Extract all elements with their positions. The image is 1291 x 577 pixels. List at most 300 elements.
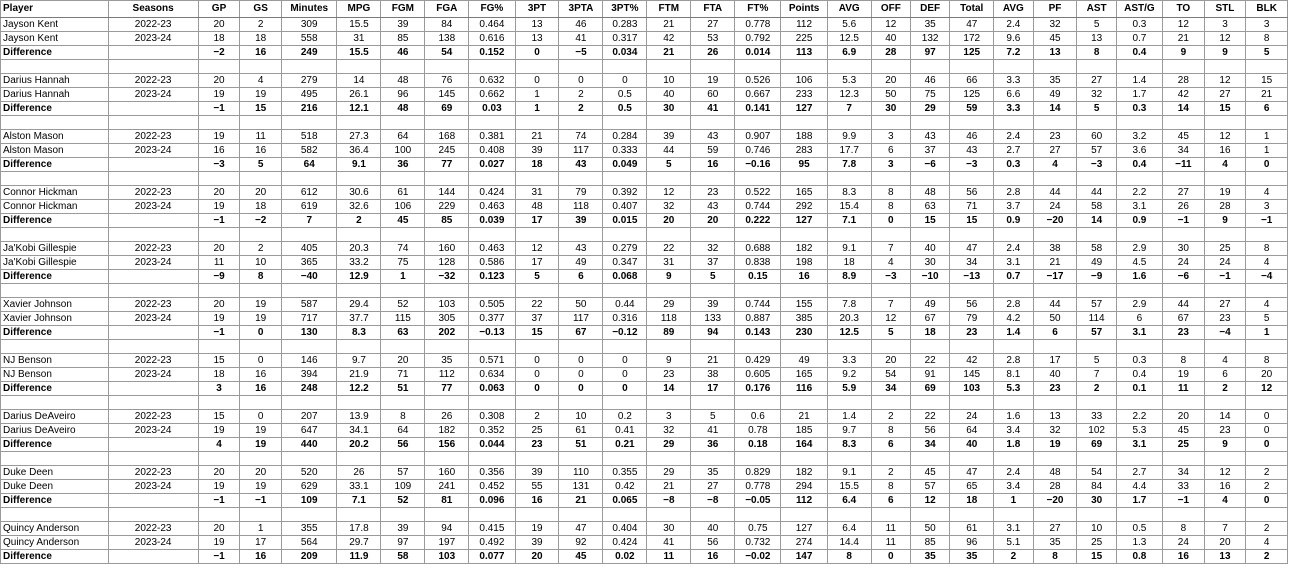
stat-cell[interactable]: 0.3: [994, 158, 1033, 172]
stat-cell[interactable]: 248: [281, 382, 337, 396]
stat-cell[interactable]: 23: [1033, 382, 1077, 396]
stat-cell[interactable]: 0: [559, 368, 603, 382]
stat-cell[interactable]: 65: [950, 480, 994, 494]
stat-cell[interactable]: 38: [1033, 242, 1077, 256]
player-cell[interactable]: Alston Mason: [1, 144, 109, 158]
stat-cell[interactable]: 5.3: [827, 74, 871, 88]
stat-cell[interactable]: 0: [515, 368, 559, 382]
stat-cell[interactable]: 1.6: [994, 410, 1033, 424]
stat-cell[interactable]: [1033, 452, 1077, 466]
stat-cell[interactable]: 0.667: [735, 88, 781, 102]
season-cell[interactable]: [108, 46, 198, 60]
stat-cell[interactable]: 48: [381, 102, 425, 116]
stat-cell[interactable]: [381, 396, 425, 410]
stat-cell[interactable]: 2: [559, 88, 603, 102]
stat-cell[interactable]: 16: [198, 144, 240, 158]
stat-cell[interactable]: 7.2: [994, 46, 1033, 60]
stat-cell[interactable]: [425, 452, 469, 466]
stat-cell[interactable]: 564: [281, 536, 337, 550]
stat-cell[interactable]: 35: [691, 466, 735, 480]
stat-cell[interactable]: [469, 508, 515, 522]
stat-cell[interactable]: 14.4: [827, 536, 871, 550]
stat-cell[interactable]: [647, 452, 691, 466]
stat-cell[interactable]: 52: [381, 494, 425, 508]
stat-cell[interactable]: 14: [1163, 102, 1205, 116]
player-cell[interactable]: Darius Hannah: [1, 88, 109, 102]
stat-cell[interactable]: 0.392: [603, 186, 647, 200]
stat-cell[interactable]: [871, 284, 910, 298]
stat-cell[interactable]: [1077, 452, 1116, 466]
stat-cell[interactable]: 37: [515, 312, 559, 326]
stat-cell[interactable]: 0.096: [469, 494, 515, 508]
player-cell[interactable]: [1, 508, 109, 522]
stat-cell[interactable]: 0: [871, 214, 910, 228]
stat-cell[interactable]: 0: [1246, 438, 1288, 452]
stat-cell[interactable]: 102: [1077, 424, 1116, 438]
stat-cell[interactable]: [1116, 340, 1162, 354]
stat-cell[interactable]: 24: [1204, 256, 1246, 270]
stat-cell[interactable]: 28: [1204, 200, 1246, 214]
stat-cell[interactable]: 14: [1077, 214, 1116, 228]
stat-cell[interactable]: −5: [559, 46, 603, 60]
stat-cell[interactable]: 3.1: [1116, 200, 1162, 214]
stat-cell[interactable]: [647, 228, 691, 242]
stat-cell[interactable]: 0: [603, 74, 647, 88]
stat-cell[interactable]: 3.1: [994, 522, 1033, 536]
stat-cell[interactable]: 225: [781, 32, 827, 46]
stat-cell[interactable]: 160: [425, 466, 469, 480]
stat-cell[interactable]: [1246, 284, 1288, 298]
stat-cell[interactable]: 0.44: [603, 298, 647, 312]
stat-cell[interactable]: [515, 508, 559, 522]
stat-cell[interactable]: −1: [1163, 214, 1205, 228]
stat-cell[interactable]: 15: [198, 410, 240, 424]
stat-cell[interactable]: 27: [1204, 88, 1246, 102]
stat-cell[interactable]: [910, 172, 949, 186]
stat-cell[interactable]: 16: [691, 550, 735, 564]
stat-cell[interactable]: [198, 452, 240, 466]
stat-cell[interactable]: 10: [240, 256, 282, 270]
stat-cell[interactable]: 0.5: [603, 88, 647, 102]
season-cell[interactable]: 2022-23: [108, 298, 198, 312]
stat-cell[interactable]: 0.049: [603, 158, 647, 172]
stat-cell[interactable]: [559, 60, 603, 74]
stat-cell[interactable]: 18: [240, 200, 282, 214]
stat-cell[interactable]: 2: [1204, 382, 1246, 396]
stat-cell[interactable]: 385: [781, 312, 827, 326]
stat-cell[interactable]: [827, 284, 871, 298]
stat-cell[interactable]: 7.1: [827, 214, 871, 228]
stat-cell[interactable]: 12: [910, 494, 949, 508]
stat-cell[interactable]: 2: [337, 214, 381, 228]
stat-cell[interactable]: [1246, 508, 1288, 522]
stat-cell[interactable]: −11: [1163, 158, 1205, 172]
stat-cell[interactable]: 21: [691, 354, 735, 368]
stat-cell[interactable]: 5: [515, 270, 559, 284]
stat-cell[interactable]: [647, 116, 691, 130]
stat-cell[interactable]: [381, 60, 425, 74]
stat-cell[interactable]: [1033, 284, 1077, 298]
stat-cell[interactable]: 0: [515, 382, 559, 396]
stat-cell[interactable]: 0.141: [735, 102, 781, 116]
stat-cell[interactable]: 28: [1163, 74, 1205, 88]
stat-cell[interactable]: 2.2: [1116, 410, 1162, 424]
stat-cell[interactable]: 4: [1246, 186, 1288, 200]
stat-cell[interactable]: [910, 452, 949, 466]
stat-cell[interactable]: 19: [240, 312, 282, 326]
stat-cell[interactable]: [871, 396, 910, 410]
stat-cell[interactable]: 5.6: [827, 18, 871, 32]
stat-cell[interactable]: 0.75: [735, 522, 781, 536]
stat-cell[interactable]: 20: [198, 186, 240, 200]
stat-cell[interactable]: [337, 508, 381, 522]
stat-cell[interactable]: [994, 452, 1033, 466]
season-cell[interactable]: 2022-23: [108, 74, 198, 88]
player-cell[interactable]: Jayson Kent: [1, 18, 109, 32]
stat-cell[interactable]: 109: [381, 480, 425, 494]
stat-cell[interactable]: [603, 340, 647, 354]
stat-cell[interactable]: 25: [1204, 242, 1246, 256]
stat-cell[interactable]: [515, 284, 559, 298]
player-cell[interactable]: Ja'Kobi Gillespie: [1, 256, 109, 270]
stat-cell[interactable]: 165: [781, 368, 827, 382]
stat-cell[interactable]: 249: [281, 46, 337, 60]
stat-cell[interactable]: 76: [425, 74, 469, 88]
stat-cell[interactable]: 5: [871, 326, 910, 340]
stat-cell[interactable]: 12.3: [827, 88, 871, 102]
stat-cell[interactable]: 45: [1163, 130, 1205, 144]
stat-cell[interactable]: 2.7: [994, 144, 1033, 158]
stat-cell[interactable]: 202: [425, 326, 469, 340]
stat-cell[interactable]: [950, 116, 994, 130]
stat-cell[interactable]: 33: [1163, 480, 1205, 494]
stat-cell[interactable]: 21: [1033, 256, 1077, 270]
stat-cell[interactable]: [871, 452, 910, 466]
stat-cell[interactable]: [647, 172, 691, 186]
stat-cell[interactable]: 8.9: [827, 270, 871, 284]
stat-cell[interactable]: 0.2: [603, 410, 647, 424]
stat-cell[interactable]: 0.522: [735, 186, 781, 200]
stat-cell[interactable]: 9.1: [827, 466, 871, 480]
stat-cell[interactable]: 22: [647, 242, 691, 256]
stat-cell[interactable]: 7.8: [827, 158, 871, 172]
stat-cell[interactable]: [337, 284, 381, 298]
stat-cell[interactable]: 16: [691, 158, 735, 172]
stat-cell[interactable]: [910, 60, 949, 74]
stat-cell[interactable]: 12: [515, 242, 559, 256]
stat-cell[interactable]: [240, 284, 282, 298]
stat-cell[interactable]: 23: [515, 438, 559, 452]
stat-cell[interactable]: 0.492: [469, 536, 515, 550]
stat-cell[interactable]: 2.9: [1116, 298, 1162, 312]
stat-cell[interactable]: [337, 452, 381, 466]
stat-cell[interactable]: 2.4: [994, 466, 1033, 480]
stat-cell[interactable]: [469, 396, 515, 410]
stat-cell[interactable]: 15.5: [827, 480, 871, 494]
stat-cell[interactable]: 103: [425, 550, 469, 564]
season-cell[interactable]: 2022-23: [108, 242, 198, 256]
stat-cell[interactable]: [691, 284, 735, 298]
stat-cell[interactable]: [735, 116, 781, 130]
stat-cell[interactable]: 146: [281, 354, 337, 368]
stat-cell[interactable]: 8: [1246, 354, 1288, 368]
stat-cell[interactable]: 18: [240, 32, 282, 46]
stat-cell[interactable]: 64: [381, 424, 425, 438]
stat-cell[interactable]: 125: [950, 46, 994, 60]
stat-cell[interactable]: [910, 284, 949, 298]
stat-cell[interactable]: 17.7: [827, 144, 871, 158]
player-cell[interactable]: Alston Mason: [1, 130, 109, 144]
stat-cell[interactable]: [1246, 340, 1288, 354]
stat-cell[interactable]: 6: [871, 494, 910, 508]
stat-cell[interactable]: 60: [691, 88, 735, 102]
stat-cell[interactable]: [469, 284, 515, 298]
stat-cell[interactable]: [827, 452, 871, 466]
stat-cell[interactable]: 17: [240, 536, 282, 550]
stat-cell[interactable]: −1: [1246, 214, 1288, 228]
stat-cell[interactable]: 8: [871, 186, 910, 200]
stat-cell[interactable]: 75: [381, 256, 425, 270]
stat-cell[interactable]: 57: [1077, 144, 1116, 158]
stat-cell[interactable]: 11: [647, 550, 691, 564]
stat-cell[interactable]: 47: [950, 242, 994, 256]
stat-cell[interactable]: 35: [1033, 74, 1077, 88]
stat-cell[interactable]: −0.16: [735, 158, 781, 172]
stat-cell[interactable]: 32: [647, 424, 691, 438]
stat-cell[interactable]: [950, 228, 994, 242]
stat-cell[interactable]: [950, 508, 994, 522]
stat-cell[interactable]: 84: [425, 18, 469, 32]
stat-cell[interactable]: [337, 340, 381, 354]
stat-cell[interactable]: [603, 508, 647, 522]
stat-cell[interactable]: −9: [1077, 270, 1116, 284]
stat-cell[interactable]: 69: [1077, 438, 1116, 452]
stat-cell[interactable]: −3: [198, 158, 240, 172]
stat-cell[interactable]: 40: [691, 522, 735, 536]
season-cell[interactable]: [108, 550, 198, 564]
stat-cell[interactable]: 16: [1163, 550, 1205, 564]
stat-cell[interactable]: 71: [381, 368, 425, 382]
stat-cell[interactable]: 20: [515, 550, 559, 564]
stat-cell[interactable]: [469, 116, 515, 130]
stat-cell[interactable]: 96: [381, 88, 425, 102]
stat-cell[interactable]: 2.4: [994, 130, 1033, 144]
stat-cell[interactable]: [827, 172, 871, 186]
season-cell[interactable]: 2023-24: [108, 424, 198, 438]
stat-cell[interactable]: 145: [950, 368, 994, 382]
stat-cell[interactable]: 0.3: [1116, 18, 1162, 32]
stat-cell[interactable]: 0.463: [469, 242, 515, 256]
stat-cell[interactable]: 127: [781, 214, 827, 228]
stat-cell[interactable]: [647, 340, 691, 354]
stat-cell[interactable]: 41: [559, 32, 603, 46]
stat-cell[interactable]: 0.027: [469, 158, 515, 172]
stat-cell[interactable]: [198, 508, 240, 522]
stat-cell[interactable]: [1246, 452, 1288, 466]
stat-cell[interactable]: 7: [871, 242, 910, 256]
stat-cell[interactable]: 35: [425, 354, 469, 368]
stat-cell[interactable]: 19: [515, 522, 559, 536]
stat-cell[interactable]: 33.2: [337, 256, 381, 270]
season-cell[interactable]: [108, 340, 198, 354]
season-cell[interactable]: 2023-24: [108, 312, 198, 326]
stat-cell[interactable]: 16: [240, 382, 282, 396]
stat-cell[interactable]: 2: [1246, 550, 1288, 564]
stat-cell[interactable]: 8: [871, 480, 910, 494]
stat-cell[interactable]: 0: [515, 46, 559, 60]
stat-cell[interactable]: 4: [1204, 354, 1246, 368]
stat-cell[interactable]: 0.5: [603, 102, 647, 116]
stat-cell[interactable]: 7.8: [827, 298, 871, 312]
stat-cell[interactable]: 9.2: [827, 368, 871, 382]
stat-cell[interactable]: 40: [647, 88, 691, 102]
stat-cell[interactable]: 241: [425, 480, 469, 494]
stat-cell[interactable]: 0.068: [603, 270, 647, 284]
stat-cell[interactable]: 160: [425, 242, 469, 256]
stat-cell[interactable]: 20.2: [337, 438, 381, 452]
stat-cell[interactable]: 46: [950, 130, 994, 144]
stat-cell[interactable]: 1: [240, 522, 282, 536]
stat-cell[interactable]: 46: [910, 74, 949, 88]
stat-cell[interactable]: 43: [691, 130, 735, 144]
stat-cell[interactable]: [559, 228, 603, 242]
stat-cell[interactable]: 38: [691, 368, 735, 382]
stat-cell[interactable]: [1246, 172, 1288, 186]
stat-cell[interactable]: [994, 116, 1033, 130]
stat-cell[interactable]: 67: [559, 326, 603, 340]
stat-cell[interactable]: 35: [950, 550, 994, 564]
stat-cell[interactable]: 39: [381, 18, 425, 32]
stat-cell[interactable]: 21: [647, 18, 691, 32]
stat-cell[interactable]: 36.4: [337, 144, 381, 158]
stat-cell[interactable]: 292: [781, 200, 827, 214]
stat-cell[interactable]: 717: [281, 312, 337, 326]
stat-cell[interactable]: 12: [1204, 74, 1246, 88]
stat-cell[interactable]: 43: [559, 242, 603, 256]
stat-cell[interactable]: 17: [515, 214, 559, 228]
stat-cell[interactable]: [691, 228, 735, 242]
player-cell[interactable]: Darius DeAveiro: [1, 424, 109, 438]
stat-cell[interactable]: [1204, 508, 1246, 522]
stat-cell[interactable]: 11: [1163, 382, 1205, 396]
stat-cell[interactable]: 0.732: [735, 536, 781, 550]
stat-cell[interactable]: 69: [910, 382, 949, 396]
stat-cell[interactable]: 0.605: [735, 368, 781, 382]
stat-cell[interactable]: 18: [198, 368, 240, 382]
stat-cell[interactable]: 61: [381, 186, 425, 200]
season-cell[interactable]: [108, 158, 198, 172]
stat-cell[interactable]: 365: [281, 256, 337, 270]
stat-cell[interactable]: 27: [1077, 74, 1116, 88]
stat-cell[interactable]: 56: [950, 186, 994, 200]
stat-cell[interactable]: [515, 116, 559, 130]
stat-cell[interactable]: 0.143: [735, 326, 781, 340]
stat-cell[interactable]: −20: [1033, 214, 1077, 228]
stat-cell[interactable]: 29.7: [337, 536, 381, 550]
stat-cell[interactable]: 518: [281, 130, 337, 144]
stat-cell[interactable]: 19: [1163, 368, 1205, 382]
stat-cell[interactable]: 20: [1204, 536, 1246, 550]
stat-cell[interactable]: [559, 508, 603, 522]
stat-cell[interactable]: 57: [910, 480, 949, 494]
stat-cell[interactable]: 32: [1033, 18, 1077, 32]
stat-cell[interactable]: [603, 396, 647, 410]
stat-cell[interactable]: 0.034: [603, 46, 647, 60]
player-cell[interactable]: Difference: [1, 270, 109, 284]
stat-cell[interactable]: 103: [950, 382, 994, 396]
stat-cell[interactable]: [994, 284, 1033, 298]
stat-cell[interactable]: 46: [381, 46, 425, 60]
stat-cell[interactable]: [1163, 60, 1205, 74]
player-cell[interactable]: Jayson Kent: [1, 32, 109, 46]
stat-cell[interactable]: 12.5: [827, 326, 871, 340]
stat-cell[interactable]: 9.1: [337, 158, 381, 172]
stat-cell[interactable]: 79: [950, 312, 994, 326]
stat-cell[interactable]: 4: [1204, 158, 1246, 172]
stat-cell[interactable]: 46: [559, 18, 603, 32]
stat-cell[interactable]: 23: [1163, 326, 1205, 340]
stat-cell[interactable]: [871, 228, 910, 242]
stat-cell[interactable]: −1: [198, 550, 240, 564]
stat-cell[interactable]: [994, 396, 1033, 410]
stat-cell[interactable]: 40: [871, 32, 910, 46]
stat-cell[interactable]: 8.1: [994, 368, 1033, 382]
stat-cell[interactable]: 0.316: [603, 312, 647, 326]
stat-cell[interactable]: 14: [337, 74, 381, 88]
stat-cell[interactable]: 0.347: [603, 256, 647, 270]
stat-cell[interactable]: 0.571: [469, 354, 515, 368]
stat-cell[interactable]: 0.778: [735, 18, 781, 32]
player-cell[interactable]: Difference: [1, 158, 109, 172]
stat-cell[interactable]: 67: [1163, 312, 1205, 326]
stat-cell[interactable]: 23: [1033, 130, 1077, 144]
stat-cell[interactable]: −2: [198, 46, 240, 60]
player-cell[interactable]: Duke Deen: [1, 466, 109, 480]
stat-cell[interactable]: [1077, 60, 1116, 74]
stat-cell[interactable]: 97: [910, 46, 949, 60]
stat-cell[interactable]: 77: [425, 382, 469, 396]
stat-cell[interactable]: 165: [781, 186, 827, 200]
stat-cell[interactable]: [337, 60, 381, 74]
stat-cell[interactable]: [240, 396, 282, 410]
season-cell[interactable]: [108, 452, 198, 466]
stat-cell[interactable]: [1116, 284, 1162, 298]
stat-cell[interactable]: −4: [1246, 270, 1288, 284]
stat-cell[interactable]: 5: [691, 270, 735, 284]
stat-cell[interactable]: [559, 284, 603, 298]
stat-cell[interactable]: [281, 508, 337, 522]
stat-cell[interactable]: 558: [281, 32, 337, 46]
player-cell[interactable]: Quincy Anderson: [1, 522, 109, 536]
stat-cell[interactable]: 8: [827, 550, 871, 564]
stat-cell[interactable]: 50: [910, 522, 949, 536]
stat-cell[interactable]: [1163, 396, 1205, 410]
stat-cell[interactable]: −0.05: [735, 494, 781, 508]
season-cell[interactable]: [108, 102, 198, 116]
stat-cell[interactable]: 13: [515, 32, 559, 46]
stat-cell[interactable]: [381, 508, 425, 522]
stat-cell[interactable]: 0.7: [994, 270, 1033, 284]
stat-cell[interactable]: 1: [1246, 326, 1288, 340]
stat-cell[interactable]: [198, 396, 240, 410]
stat-cell[interactable]: [1033, 228, 1077, 242]
stat-cell[interactable]: 21: [647, 46, 691, 60]
stat-cell[interactable]: 39: [691, 298, 735, 312]
stat-cell[interactable]: 30: [910, 256, 949, 270]
stat-cell[interactable]: 15: [1204, 102, 1246, 116]
stat-cell[interactable]: 127: [781, 102, 827, 116]
stat-cell[interactable]: [337, 172, 381, 186]
